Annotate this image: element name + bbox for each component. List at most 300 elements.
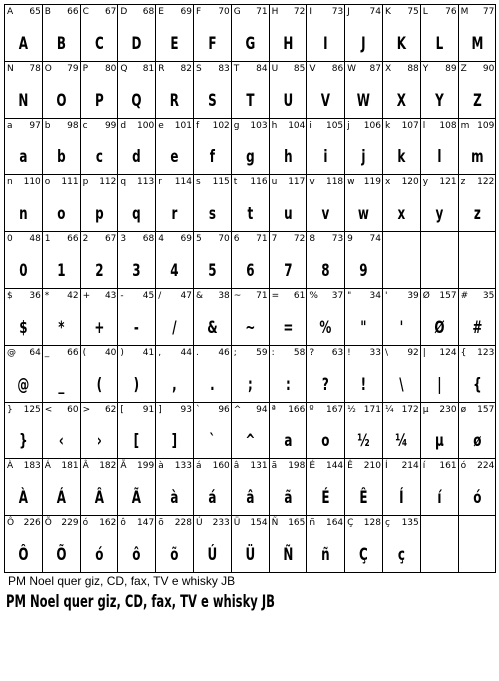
glyph-sample: " [360, 317, 367, 338]
glyph-character: D [120, 7, 128, 17]
glyph-cell-label [385, 7, 419, 18]
glyph-cell [459, 5, 497, 62]
glyph-cell-label [120, 348, 154, 359]
glyph-code: 183 [23, 461, 41, 472]
glyph-cell [383, 232, 421, 289]
glyph-cell [307, 403, 345, 460]
glyph-cell [421, 346, 459, 403]
glyph-sample: . [210, 374, 215, 395]
glyph-code: 109 [477, 120, 495, 131]
glyph-sample: m [470, 147, 484, 168]
glyph-sample: = [282, 317, 293, 338]
glyph-character: j [347, 120, 350, 131]
glyph-character: l [422, 120, 426, 131]
glyph-code: 161 [439, 461, 457, 472]
glyph-character: ó [82, 518, 89, 529]
glyph-sample: ! [360, 374, 367, 395]
glyph-code: 135 [401, 518, 419, 529]
glyph-cell [232, 289, 270, 346]
glyph-character: = [271, 290, 280, 301]
glyph-cell [43, 5, 81, 62]
glyph-cell-label [196, 291, 230, 302]
glyph-character: ç [384, 518, 390, 529]
glyph-character: º [309, 404, 314, 415]
glyph-cell [43, 459, 81, 516]
glyph-code: 122 [477, 177, 495, 188]
glyph-character: d [120, 120, 127, 131]
glyph-sample: ô [132, 544, 141, 565]
glyph-character: Ø [422, 290, 430, 301]
glyph-cell-label [234, 518, 268, 529]
glyph-cell-label [7, 64, 41, 75]
glyph-cell [43, 119, 81, 176]
glyph-code: 160 [212, 461, 230, 472]
glyph-character: a [7, 120, 13, 131]
glyph-code: 34 [369, 290, 381, 301]
glyph-cell-label [423, 64, 457, 75]
glyph-sample: Y [434, 90, 444, 111]
glyph-cell-label [158, 518, 192, 529]
glyph-character: Õ [44, 518, 52, 529]
glyph-code: 120 [401, 177, 419, 188]
glyph-character: L [422, 7, 428, 17]
glyph-character: ó [460, 461, 467, 472]
glyph-code: 123 [477, 347, 495, 358]
glyph-code: 72 [293, 234, 306, 245]
glyph-code: 69 [180, 234, 192, 245]
glyph-cell-label [45, 64, 79, 75]
glyph-cell [43, 175, 81, 232]
glyph-character: U [271, 63, 279, 74]
glyph-cell-label [120, 64, 154, 75]
glyph-character: J [347, 7, 350, 17]
glyph-code: 62 [104, 404, 117, 415]
glyph-cell [383, 403, 421, 460]
glyph-cell [194, 232, 232, 289]
glyph-code: 117 [288, 177, 306, 188]
glyph-sample: I [323, 33, 328, 54]
glyph-sample: 3 [132, 260, 141, 281]
glyph-code: 72 [293, 7, 306, 17]
glyph-cell [345, 175, 383, 232]
glyph-code: 147 [137, 518, 155, 529]
glyph-code: 104 [288, 120, 306, 131]
glyph-sample: z [473, 204, 481, 225]
glyph-sample: Ã [132, 488, 142, 509]
glyph-code: 42 [67, 290, 79, 301]
glyph-cell [270, 62, 308, 119]
glyph-sample: l [437, 147, 442, 168]
glyph-code: 88 [407, 63, 419, 74]
glyph-code: 71 [256, 7, 268, 17]
glyph-code: 157 [439, 290, 457, 301]
glyph-sample: / [172, 317, 177, 338]
glyph-cell-label [385, 518, 419, 529]
glyph-character: ~ [233, 290, 242, 301]
glyph-sample: ‹ [58, 431, 64, 452]
glyph-cell-label [272, 348, 306, 359]
glyph-character: ` [195, 404, 201, 415]
glyph-code: 70 [218, 234, 230, 245]
glyph-cell-label [45, 405, 79, 416]
glyph-cell [345, 119, 383, 176]
glyph-character: ! [347, 347, 351, 358]
glyph-character: Ô [7, 518, 15, 529]
glyph-cell [459, 459, 497, 516]
glyph-character: r [158, 177, 162, 188]
glyph-sample: Á [56, 488, 66, 509]
glyph-sample: Ê [359, 488, 368, 509]
glyph-character: y [422, 177, 429, 188]
glyph-sample: # [471, 317, 482, 338]
glyph-cell-label [385, 461, 419, 472]
glyph-code: 124 [439, 347, 457, 358]
glyph-cell [270, 459, 308, 516]
glyph-character: ô [120, 518, 126, 529]
glyph-cell-label [461, 405, 495, 416]
glyph-cell-label [272, 64, 306, 75]
glyph-cell [194, 346, 232, 403]
glyph-sample: % [319, 317, 332, 338]
glyph-cell [81, 403, 119, 460]
glyph-cell [81, 346, 119, 403]
glyph-character: , [158, 347, 162, 358]
glyph-code: 89 [445, 63, 457, 74]
glyph-sample: C [94, 33, 104, 54]
glyph-cell [232, 62, 270, 119]
glyph-cell-label [45, 121, 79, 132]
glyph-code: 157 [477, 404, 495, 415]
glyph-sample: v [321, 204, 330, 225]
glyph-character: Â [82, 461, 89, 472]
glyph-code: 46 [218, 347, 230, 358]
glyph-character: A [7, 7, 14, 17]
glyph-cell-label [234, 177, 268, 188]
glyph-sample: A [18, 33, 29, 54]
glyph-cell [345, 403, 383, 460]
glyph-character: " [347, 290, 352, 301]
glyph-character: | [422, 347, 426, 358]
glyph-cell [459, 289, 497, 346]
glyph-cell [43, 232, 81, 289]
glyph-cell [118, 403, 156, 460]
glyph-sample: Â [94, 488, 104, 509]
glyph-cell-label [347, 7, 381, 18]
glyph-code: 224 [477, 461, 495, 472]
glyph-cell-label [272, 7, 306, 18]
glyph-cell [270, 289, 308, 346]
glyph-character: 0 [7, 234, 13, 245]
glyph-character: . [195, 347, 199, 358]
glyph-cell-label [309, 121, 343, 132]
glyph-cell-label [309, 291, 343, 302]
glyph-sample: Z [472, 90, 482, 111]
glyph-sample: p [94, 204, 104, 225]
glyph-code: 114 [174, 177, 192, 188]
glyph-character: m [460, 120, 470, 131]
glyph-cell [81, 119, 119, 176]
glyph-code: 144 [325, 461, 344, 472]
glyph-code: 119 [363, 177, 381, 188]
glyph-code: 79 [67, 63, 79, 74]
glyph-cell [307, 175, 345, 232]
glyph-character: E [158, 7, 164, 17]
glyph-cell [421, 403, 459, 460]
glyph-cell-label [7, 518, 41, 529]
glyph-cell-label [347, 121, 381, 132]
glyph-code: 83 [218, 63, 230, 74]
glyph-character: Y [422, 63, 429, 74]
glyph-cell-label [196, 121, 230, 132]
glyph-cell-label [120, 461, 154, 472]
glyph-cell [232, 459, 270, 516]
glyph-cell-label [272, 177, 306, 188]
glyph-cell [5, 175, 43, 232]
glyph-sample: - [134, 317, 140, 338]
glyph-cell [118, 232, 156, 289]
glyph-code: 92 [407, 347, 419, 358]
glyph-cell [194, 62, 232, 119]
glyph-sample: J [361, 33, 366, 54]
glyph-sample: * [58, 317, 65, 338]
glyph-cell [43, 346, 81, 403]
glyph-character: S [195, 63, 202, 74]
glyph-character: $ [7, 290, 13, 301]
glyph-cell-label [196, 461, 230, 472]
glyph-character: { [460, 347, 467, 358]
glyph-sample: Ñ [282, 544, 293, 565]
glyph-cell [5, 289, 43, 346]
glyph-sample: G [245, 33, 256, 54]
glyph-cell-label [461, 177, 495, 188]
glyph-cell [81, 232, 119, 289]
glyph-cell-label [309, 64, 343, 75]
glyph-code: 66 [67, 347, 79, 358]
glyph-sample: P [94, 90, 104, 111]
glyph-cell [421, 289, 459, 346]
glyph-cell [383, 289, 421, 346]
glyph-code: 71 [256, 234, 268, 245]
glyph-cell-label [158, 348, 192, 359]
glyph-code: 80 [104, 63, 117, 74]
glyph-character: Ã [120, 461, 127, 472]
glyph-character: É [309, 461, 316, 472]
glyph-character: } [7, 404, 13, 415]
glyph-sample: W [356, 90, 371, 111]
glyph-cell [118, 5, 156, 62]
glyph-sample: \ [399, 374, 404, 395]
glyph-code: 61 [293, 290, 306, 301]
glyph-character: Z [460, 63, 467, 74]
glyph-cell [156, 175, 194, 232]
glyph-code: 68 [142, 7, 155, 17]
glyph-cell-label [347, 518, 381, 529]
glyph-cell-label [385, 405, 419, 416]
glyph-sample: K [396, 33, 406, 54]
glyph-code: 116 [250, 177, 268, 188]
glyph-cell-label [7, 291, 41, 302]
glyph-character: 8 [309, 234, 316, 245]
glyph-character: Ü [233, 518, 241, 529]
glyph-sample: g [245, 147, 255, 168]
glyph-sample: f [209, 147, 215, 168]
glyph-character: I [309, 7, 313, 17]
glyph-sample: õ [170, 544, 179, 565]
glyph-code: 67 [104, 7, 117, 17]
glyph-cell-label [7, 405, 41, 416]
glyph-sample: Ø [434, 317, 445, 338]
sample-text: PM Noel quer giz, CD, fax, TV e whisky JB [8, 574, 236, 588]
glyph-cell-label [7, 121, 41, 132]
glyph-sample: ; [247, 374, 253, 395]
glyph-code: 214 [401, 461, 419, 472]
glyph-cell-label [234, 348, 268, 359]
glyph-character: > [82, 404, 91, 415]
glyph-code: 43 [104, 290, 117, 301]
glyph-sample: ã [283, 488, 293, 509]
glyph-cell [43, 516, 81, 573]
glyph-code: 118 [325, 177, 344, 188]
glyph-code: 181 [61, 461, 79, 472]
glyph-character: ? [309, 347, 315, 358]
glyph-code: 91 [142, 404, 155, 415]
glyph-cell [270, 5, 308, 62]
glyph-cell-label [347, 348, 381, 359]
glyph-sample: } [19, 431, 28, 452]
glyph-code: 90 [482, 63, 495, 74]
glyph-sample: U [283, 90, 293, 111]
glyph-character: \ [384, 347, 389, 358]
glyph-cell-label [234, 291, 268, 302]
glyph-cell-label [158, 405, 192, 416]
glyph-cell [421, 459, 459, 516]
glyph-cell [118, 346, 156, 403]
glyph-character: 2 [82, 234, 89, 245]
glyph-cell-label [234, 461, 268, 472]
glyph-cell [345, 232, 383, 289]
glyph-cell-label [83, 177, 117, 188]
glyph-sample: › [96, 431, 102, 452]
glyph-code: 131 [250, 461, 268, 472]
glyph-cell [383, 62, 421, 119]
glyph-code: 110 [23, 177, 41, 188]
glyph-sample: í [437, 488, 442, 509]
glyph-character: ^ [233, 404, 242, 415]
glyph-cell-label [272, 518, 306, 529]
glyph-character: 1 [44, 234, 51, 245]
glyph-cell [232, 403, 270, 460]
glyph-cell-label [272, 291, 306, 302]
glyph-code: 171 [363, 404, 381, 415]
glyph-code: 41 [142, 347, 155, 358]
glyph-sample: ó [94, 544, 104, 565]
glyph-code: 74 [369, 234, 381, 245]
glyph-sample: y [435, 204, 444, 225]
glyph-sample: i [323, 147, 328, 168]
glyph-cell [156, 289, 194, 346]
glyph-code: 76 [445, 7, 457, 17]
glyph-cell-label [309, 461, 343, 472]
glyph-character: â [233, 461, 240, 472]
glyph-code: 229 [61, 518, 79, 529]
glyph-code: 133 [174, 461, 192, 472]
glyph-character: µ [422, 404, 429, 415]
glyph-cell-label [385, 348, 419, 359]
glyph-cell-label [196, 7, 230, 18]
glyph-cell-label [196, 177, 230, 188]
glyph-character: Ê [347, 461, 353, 472]
glyph-code: 182 [99, 461, 117, 472]
glyph-sample: & [207, 317, 218, 338]
glyph-character: Ç [347, 518, 354, 529]
glyph-cell [156, 403, 194, 460]
glyph-cell-label [347, 64, 381, 75]
glyph-sample: k [397, 147, 406, 168]
glyph-code: 97 [29, 120, 41, 131]
glyph-cell [232, 232, 270, 289]
glyph-sample: b [56, 147, 66, 168]
glyph-code: 45 [142, 290, 155, 301]
glyph-character: z [460, 177, 466, 188]
glyph-code: 87 [369, 63, 381, 74]
glyph-cell [232, 346, 270, 403]
glyph-cell [307, 459, 345, 516]
glyph-cell [156, 5, 194, 62]
glyph-sample: Ô [18, 544, 29, 565]
glyph-sample: O [56, 90, 67, 111]
glyph-code: 71 [256, 290, 268, 301]
glyph-cell [5, 5, 43, 62]
glyph-sample: ¼ [395, 431, 408, 452]
glyph-cell [156, 119, 194, 176]
glyph-cell [5, 232, 43, 289]
glyph-character: à [158, 461, 164, 472]
glyph-character: ( [82, 347, 87, 358]
glyph-character: _ [44, 347, 50, 358]
glyph-cell-label [234, 64, 268, 75]
glyph-cell [345, 62, 383, 119]
glyph-code: 108 [439, 120, 457, 131]
glyph-character: n [7, 177, 13, 188]
glyph-cell-label [461, 121, 495, 132]
glyph-sample: t [247, 204, 254, 225]
glyph-cell-label [196, 348, 230, 359]
glyph-cell [194, 459, 232, 516]
glyph-cell-label [45, 7, 79, 18]
glyph-sample: d [132, 147, 142, 168]
glyph-cell-label [309, 405, 343, 416]
glyph-cell [383, 119, 421, 176]
glyph-cell [194, 119, 232, 176]
glyph-code: 162 [99, 518, 117, 529]
glyph-cell [194, 516, 232, 573]
glyph-cell [81, 289, 119, 346]
glyph-code: 102 [212, 120, 230, 131]
glyph-character: < [44, 404, 53, 415]
glyph-cell [270, 175, 308, 232]
glyph-character: K [384, 7, 391, 17]
glyph-sample: µ [434, 431, 444, 452]
glyph-character: 3 [120, 234, 127, 245]
glyph-code: 128 [363, 518, 381, 529]
glyph-cell [194, 289, 232, 346]
glyph-code: 48 [29, 234, 41, 245]
glyph-sample: ] [171, 431, 178, 452]
glyph-character: * [44, 290, 50, 301]
glyph-code: 73 [331, 7, 344, 17]
glyph-cell [5, 62, 43, 119]
glyph-cell-label [158, 121, 192, 132]
